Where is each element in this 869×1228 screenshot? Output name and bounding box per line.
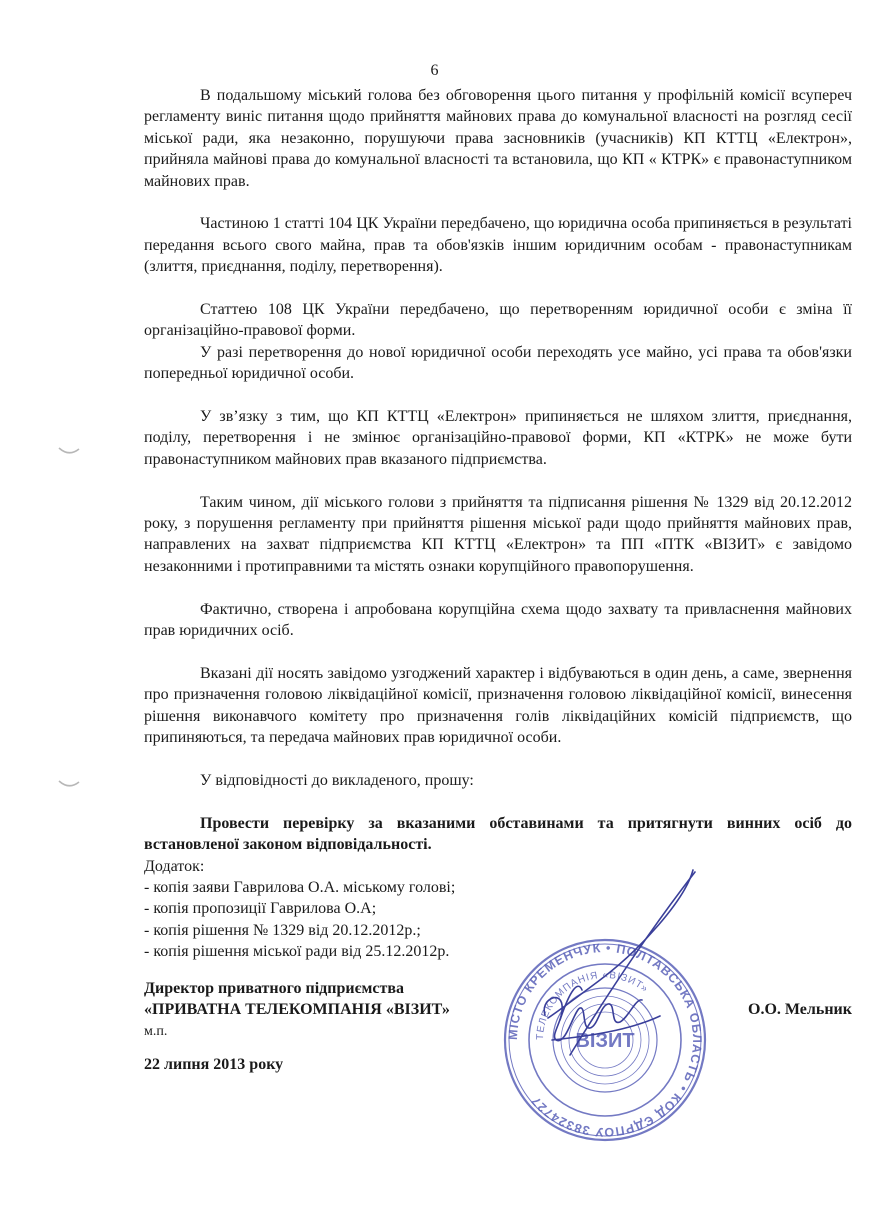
paragraph: Статтею 108 ЦК України передбачено, що перетворенням юридичної особи є зміна її організаційно-правової форми. xyxy=(144,301,852,340)
signatory-row xyxy=(144,999,852,1020)
punch-hole-mark xyxy=(58,776,80,786)
signatory-position: Директор приватного підприємства xyxy=(144,980,405,997)
document-date: 22 липня 2013 року xyxy=(144,1056,284,1073)
letter-body xyxy=(144,85,852,963)
paragraph: Таким чином, дії міського голови з прийняття та підписання рішення № 1329 від 20.12.2012 року, з порушення регламенту при прийняття рішення міської ради щодо прийняття майнових прав, направлених на захват підприємства КП КТТЦ «Електрон» та ПП «ПТК «ВІЗИТ» є завідомо незаконними і протиправними та містять ознаки корупційного правопорушення. xyxy=(144,493,852,575)
request-paragraph: Провести перевірку за вказаними обставинами та притягнути винних осіб до встановленої законом відповідальності. xyxy=(144,814,852,854)
paragraph: Частиною 1 статті 104 ЦК України передбачено, що юридична особа припиняється в результаті передання всього свого майна, прав та обов'язків іншим юридичним особам - правонаступникам (злиття, приєднання, поділу, перетворення). xyxy=(144,215,852,276)
attachments-label: Додаток: xyxy=(144,857,205,875)
page-number: 6 xyxy=(430,62,439,79)
stamp-inner-text: ТЕЛЕКОМПАНІЯ «ВІЗИТ» xyxy=(534,969,651,1041)
paragraph: У відповідності до викладеного, прошу: xyxy=(200,771,474,789)
attachment-item: - копія пропозиції Гаврилова О.А; xyxy=(144,900,377,918)
attachment-item: - копія рішення міської ради від 25.12.2012р. xyxy=(144,943,450,961)
punch-hole-mark xyxy=(58,443,80,453)
signatory-name: О.О. Мельник xyxy=(748,1001,852,1019)
stamp-outer-text: МІСТО КРЕМЕНЧУК • ПОЛТАВСЬКА ОБЛАСТЬ • КОД ЄДРПОУ 38324727 xyxy=(505,940,705,1140)
handwritten-signature xyxy=(500,840,710,1070)
paragraph: В подальшому міський голова без обговорення цього питання у профільній комісії всупереч регламенту виніс питання щодо прийняття майнових права до комунальної власності на розгляд сесії міської ради, яка незаконно, порушуючи права засновників (учасників) КП КТТЦ «Електрон», прийняла майнові права до комунальної власності та встановила, що КП « КТРК» є правонаступником майнових прав. xyxy=(144,87,852,190)
paragraph: У зв’язку з тим, що КП КТТЦ «Електрон» припиняється не шляхом злиття, приєднання, поділу, перетворення і не змінює організаційно-правової форми, КП «КТРК» не може бути правонаступником майнових прав вказаного підприємства. xyxy=(144,408,852,468)
stamp-center-text: ВІЗИТ xyxy=(575,1030,635,1052)
company-name: «ПРИВАТНА ТЕЛЕКОМПАНІЯ «ВІЗИТ» xyxy=(144,1001,450,1019)
seal-mark-label: м.п. xyxy=(144,1023,168,1039)
signature-block xyxy=(144,978,852,1042)
paragraph: Фактично, створена і апробована корупційна схема щодо захвату та привласнення майнових прав юридичних осіб. xyxy=(144,600,852,640)
attachment-item: - копія рішення № 1329 від 20.12.2012р.; xyxy=(144,921,421,939)
attachment-item: - копія заяви Гаврилова О.А. міському голові; xyxy=(144,878,456,896)
paragraph: Вказані дії носять завідомо узгоджений характер і відбуваються в один день, а саме, звернення про призначення головою ліквідаційної комісії, призначення головою ліквідаційної комісії, винесення рішення виконавчого комітету про призначення голів ліквідаційних комісій підприємств, що припиняються, та передача майнових прав юридичної особи. xyxy=(144,664,852,747)
attachments-list xyxy=(144,877,852,963)
paragraph: У разі перетворення до нової юридичної особи переходять усе майно, усі права та обов'язки попередньої юридичної особи. xyxy=(144,343,852,383)
